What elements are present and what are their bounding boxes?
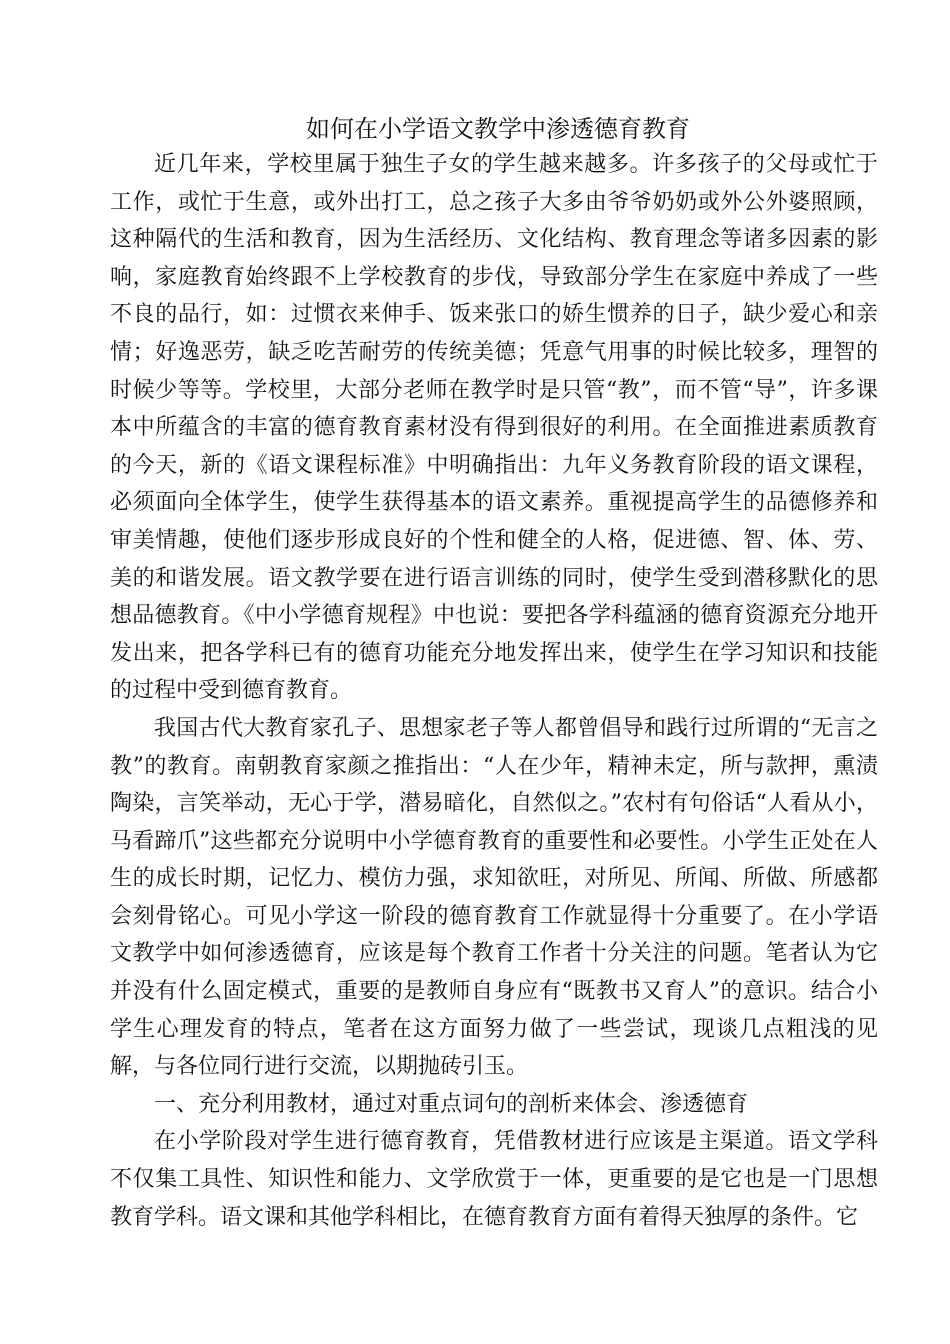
section-paragraph: 在小学阶段对学生进行德育教育，凭借教材进行应该是主渠道。语文学科不仅集工具性、知识性和能力、文学欣赏于一体，更重要的是它也是一门思想教育学科。语文课和其他学科相比，在德育教育方面有着得天独厚的条件。它: [110, 1129, 878, 1230]
document-body: [110, 112, 878, 1236]
section-heading: 一、充分利用教材，通过对重点词句的剖析来体会、渗透德育: [154, 1091, 749, 1117]
document-title: 如何在小学语文教学中渗透德育教育: [306, 115, 690, 143]
paragraph-background: 我国古代大教育家孔子、思想家老子等人都曾倡导和践行过所谓的“无言之教”的教育。南朝教育家颜之推指出：“人在少年，精神未定，所与款押，熏渍陶染，言笑举动，无心于学，潜易暗化，自然似之。”农村有句俗话“人看从小，马看蹄爪”这些都充分说明中小学德育教育的重要性和必要性。小学生正处在人生的成长时期，记忆力、模仿力强，求知欲旺，对所见、所闻、所做、所感都会刻骨铭心。可见小学这一阶段的德育教育工作就显得十分重要了。在小学语文教学中如何渗透德育，应该是每个教育工作者十分关注的问题。笔者认为它并没有什么固定模式，重要的是教师自身应有“既教书又育人”的意识。结合小学生心理发育的特点，笔者在这方面努力做了一些尝试，现谈几点粗浅的见解，与各位同行进行交流，以期抛砖引玉。: [110, 715, 878, 1080]
paragraph-intro: 近几年来，学校里属于独生子女的学生越来越多。许多孩子的父母或忙于工作，或忙于生意，或外出打工，总之孩子大多由爷爷奶奶或外公外婆照顾，这种隔代的生活和教育，因为生活经历、文化结构、教育理念等诸多因素的影响，家庭教育始终跟不上学校教育的步伐，导致部分学生在家庭中养成了一些不良的品行，如：过惯衣来伸手、饭来张口的娇生惯养的日子，缺少爱心和亲情；好逸恶劳，缺乏吃苦耐劳的传统美德；凭意气用事的时候比较多，理智的时候少等等。学校里，大部分老师在教学时是只管“教”，而不管“导”，许多课本中所蕴含的丰富的德育教育素材没有得到很好的利用。在全面推进素质教育的今天，新的《语文课程标准》中明确指出：九年义务教育阶段的语文课程，必须面向全体学生，使学生获得基本的语文素养。重视提高学生的品德修养和审美情趣，使他们逐步形成良好的个性和健全的人格，促进德、智、体、劳、美的和谐发展。语文教学要在进行语言训练的同时，使学生受到潜移默化的思想品德教育。《中小学德育规程》中也说：要把各学科蕴涵的德育资源充分地开发出来，把各学科已有的德育功能充分地发挥出来，使学生在学习知识和技能的过程中受到德育教育。: [110, 152, 878, 704]
